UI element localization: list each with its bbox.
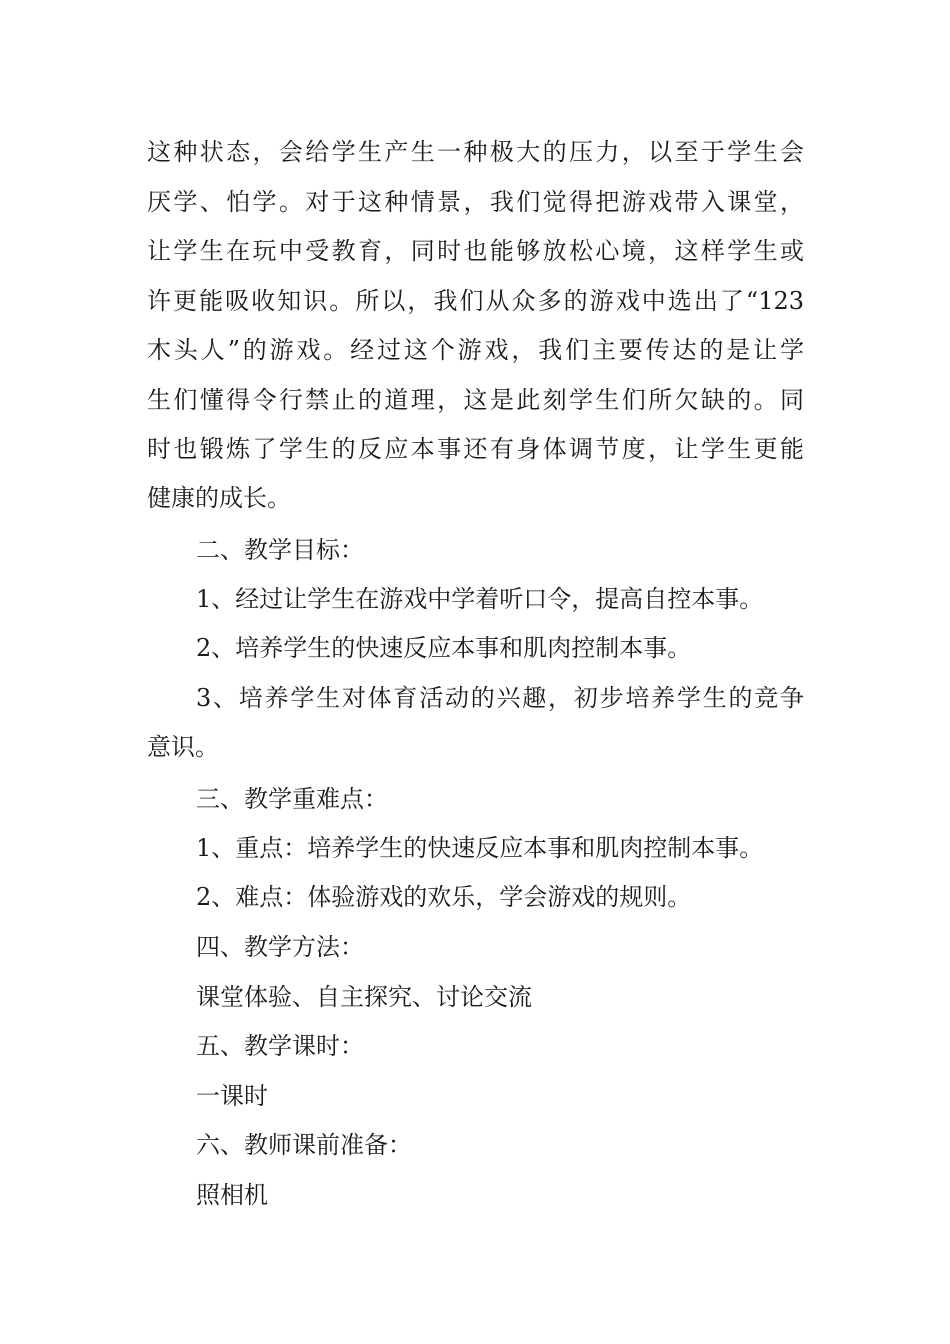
key-point-item-2: 2、难点：体验游戏的欢乐，学会游戏的规则。 — [196, 883, 692, 911]
section-heading-class-hours: 五、教学课时： — [196, 1032, 364, 1060]
paragraph-line: 时也锻炼了学生的反应本事还有身体调节度，让学生更能 — [147, 435, 804, 463]
paragraph-line: 让学生在玩中受教育，同时也能够放松心境，这样学生或 — [147, 237, 804, 265]
section-heading-preparation: 六、教师课前准备： — [196, 1131, 412, 1159]
preparation-text: 照相机 — [196, 1181, 268, 1209]
section-heading-key-points: 三、教学重难点： — [196, 785, 388, 813]
key-point-item-1: 1、重点：培养学生的快速反应本事和肌肉控制本事。 — [196, 834, 764, 862]
objective-item-3-continued: 意识。 — [147, 733, 219, 761]
section-heading-methods: 四、教学方法： — [196, 933, 364, 961]
paragraph-line: 厌学、怕学。对于这种情景，我们觉得把游戏带入课堂， — [147, 188, 804, 216]
paragraph-line: 健康的成长。 — [147, 484, 291, 512]
objective-item-3: 3、培养学生对体育活动的兴趣，初步培养学生的竞争 — [196, 684, 804, 712]
class-hours-text: 一课时 — [196, 1082, 268, 1110]
paragraph-line: 这种状态，会给学生产生一种极大的压力，以至于学生会 — [147, 138, 804, 166]
objective-item-1: 1、经过让学生在游戏中学着听口令，提高自控本事。 — [196, 585, 764, 613]
section-heading-objectives: 二、教学目标： — [196, 536, 364, 564]
paragraph-line: 许更能吸收知识。所以，我们从众多的游戏中选出了“123 — [147, 287, 804, 315]
objective-item-2: 2、培养学生的快速反应本事和肌肉控制本事。 — [196, 634, 692, 662]
methods-text: 课堂体验、自主探究、讨论交流 — [196, 983, 532, 1011]
paragraph-line: 生们懂得令行禁止的道理，这是此刻学生们所欠缺的。同 — [147, 386, 804, 414]
paragraph-line: 木头人”的游戏。经过这个游戏，我们主要传达的是让学 — [147, 336, 804, 364]
